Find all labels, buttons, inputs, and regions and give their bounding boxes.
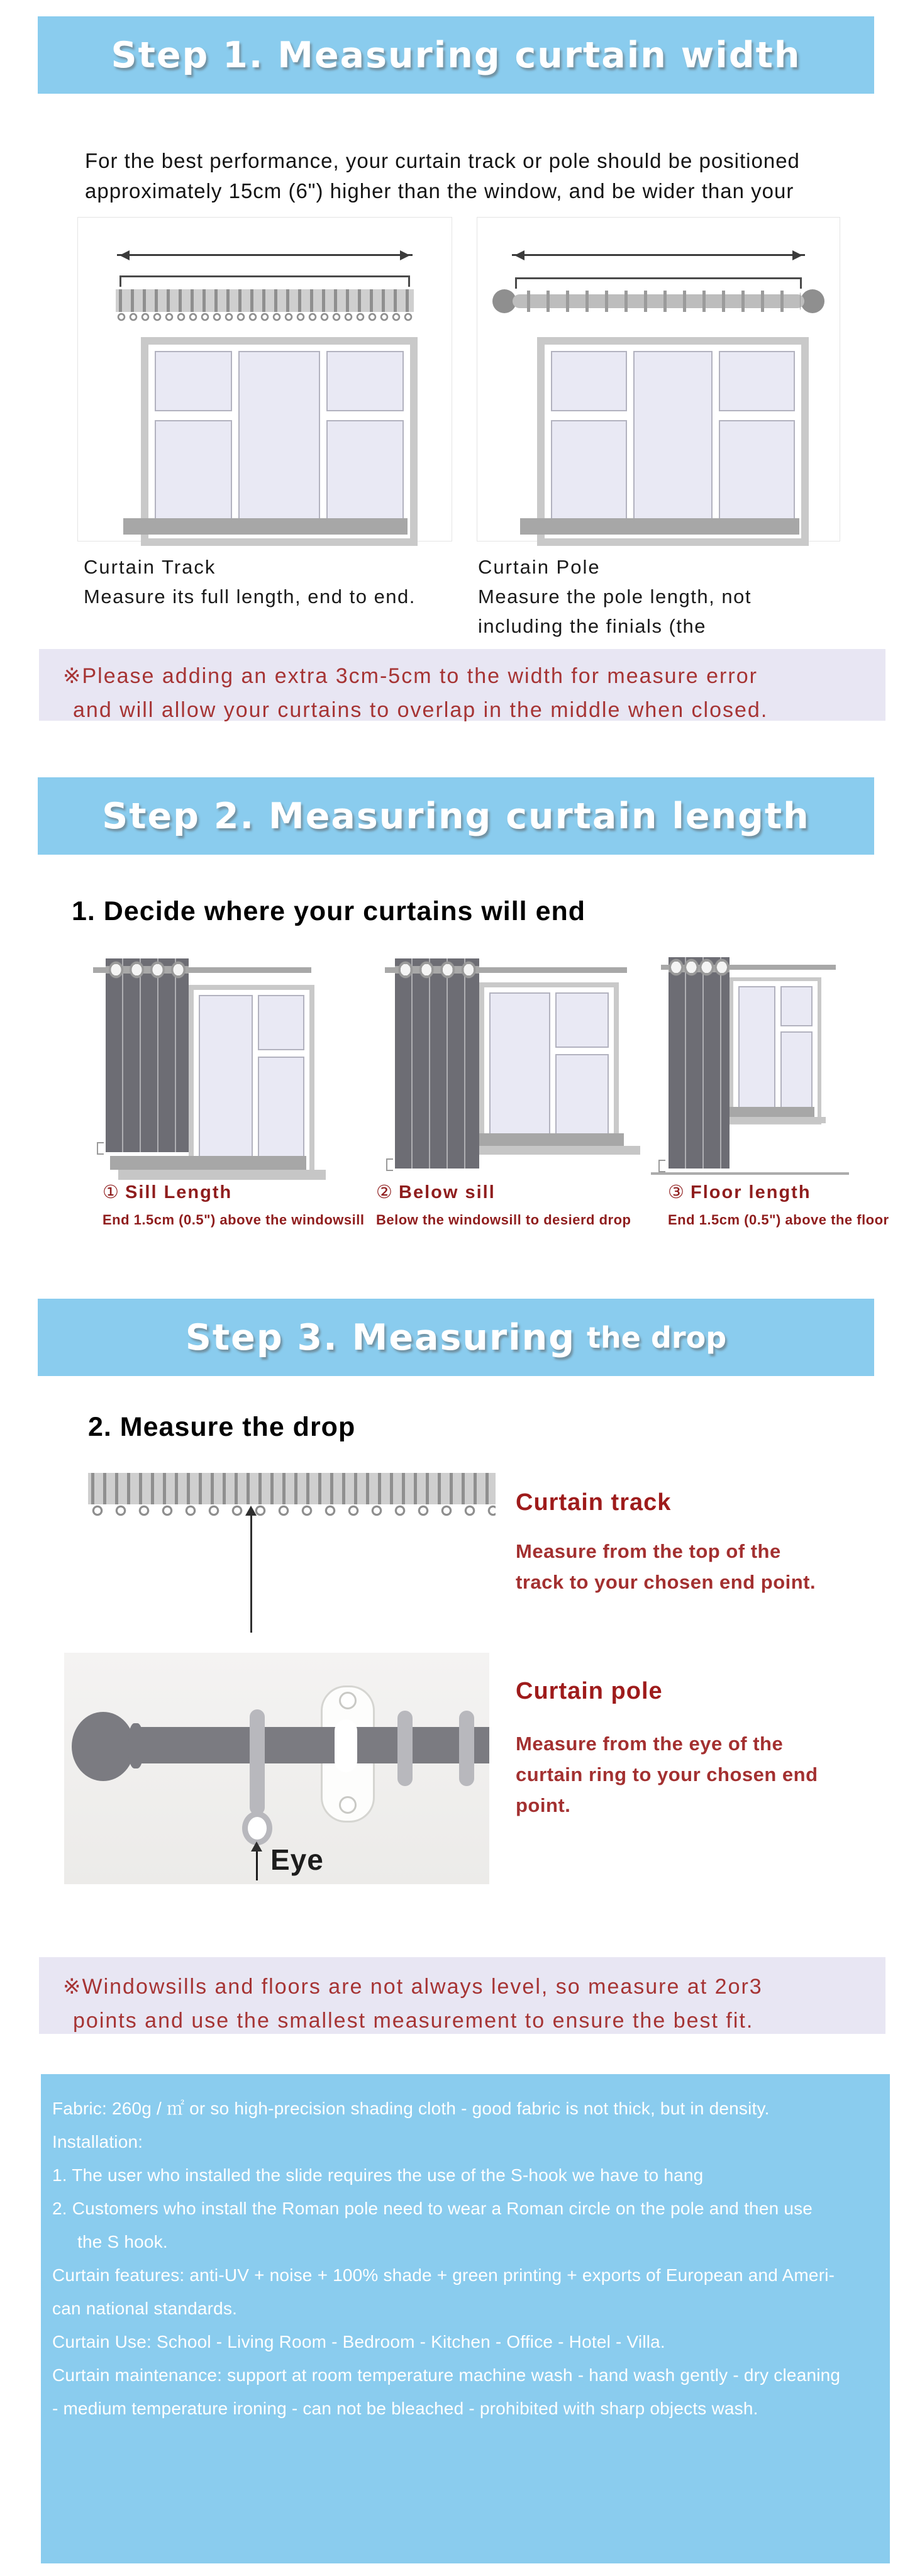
- window-pane: [633, 351, 713, 532]
- double-arrow-icon: [512, 254, 805, 256]
- window-illustration: [479, 982, 619, 1153]
- window-illustration: [189, 985, 314, 1176]
- pole-caption: [478, 552, 752, 641]
- width-warning-panel: [39, 649, 885, 721]
- curtain-pole-photo: [64, 1653, 489, 1884]
- bracket-screw-hole: [339, 1692, 357, 1709]
- pole-caption-line2: including the finials (the: [478, 615, 706, 637]
- curtain-ring-with-eye: [250, 1709, 265, 1815]
- step3-banner-subtitle: the drop: [587, 1320, 727, 1355]
- track-drop-line2: track to your chosen end point.: [516, 1571, 816, 1593]
- window-pane: [326, 420, 404, 532]
- intro-line-2: approximately 15cm (6") higher than the window, and be wider than your: [85, 179, 794, 203]
- measure-mark: [386, 1158, 393, 1171]
- windowsill: [110, 1156, 306, 1170]
- window-pane: [258, 1057, 304, 1166]
- window-pane: [719, 351, 795, 411]
- window-pane: [155, 420, 232, 532]
- pole-rod: [138, 1727, 489, 1763]
- curtain-grommets: [669, 957, 730, 977]
- curtain-panel: [395, 958, 479, 1169]
- level-warning-panel: [39, 1957, 885, 2034]
- caption-title: Below sill: [399, 1182, 496, 1202]
- step3-heading: 2. Measure the drop: [88, 1412, 356, 1442]
- measure-mark: [658, 1160, 665, 1172]
- caption-title: Floor length: [691, 1182, 811, 1202]
- window-pane: [551, 351, 627, 411]
- window-pane: [780, 1031, 813, 1116]
- intro-line-1: For the best performance, your curtain track or pole should be positioned: [85, 149, 800, 172]
- curtain-pole-diagram: [477, 217, 840, 541]
- track-caption: [84, 552, 416, 611]
- eye-label: Eye: [270, 1843, 324, 1876]
- track-drop-title: Curtain track: [516, 1489, 672, 1516]
- level-warning-line2: points and use the smallest measurement to ensure the best fit.: [73, 2009, 754, 2033]
- windowsill-base: [118, 1170, 326, 1180]
- caption-title: Sill Length: [125, 1182, 233, 1202]
- window-pane: [555, 1054, 609, 1143]
- footer-line: Fabric: 260g / ㎡ or so high-precision shading cloth - good fabric is not thick, but in density.: [52, 2099, 770, 2118]
- footer-line: Curtain features: anti-UV + noise + 100% shade + green printing + exports of European and Ameri-: [52, 2265, 835, 2285]
- step2-banner: [38, 777, 874, 855]
- below-sill-illustration: [376, 955, 640, 1181]
- curtain-panel: [669, 957, 730, 1169]
- track-caption-title: Curtain Track: [84, 556, 216, 578]
- windowsill-base: [726, 1117, 826, 1123]
- measure-bracket: [119, 275, 410, 287]
- window-pane: [155, 351, 232, 411]
- step3-banner: [38, 1299, 874, 1376]
- window-pane: [258, 995, 304, 1050]
- step2-banner-title: Step 2. Measuring curtain length: [102, 795, 810, 837]
- window-center-column: [238, 351, 319, 532]
- track-drop-text: [516, 1536, 816, 1597]
- pole-rings: [516, 291, 801, 312]
- track-hooks: [116, 312, 414, 323]
- window-right-column: [258, 995, 304, 1166]
- window-illustration: [730, 977, 821, 1124]
- windowsill: [469, 1133, 624, 1146]
- pole-finial-ball: [72, 1712, 135, 1781]
- curtain-ring: [397, 1711, 413, 1786]
- pole-drop-text: [516, 1728, 818, 1821]
- track-caption-body: Measure its full length, end to end.: [84, 586, 416, 608]
- window-pane: [719, 420, 795, 532]
- curtain-grommets: [395, 958, 479, 981]
- window-illustration: [537, 337, 809, 546]
- footer-line: Curtain Use: School - Living Room - Bedroom - Kitchen - Office - Hotel - Villa.: [52, 2332, 665, 2351]
- caption-below-sill: [376, 1181, 631, 1228]
- windowsill: [123, 518, 408, 535]
- bracket-slot: [335, 1719, 357, 1772]
- window-right-column: [555, 992, 609, 1143]
- product-details-panel: [41, 2074, 890, 2563]
- track-hooks: [88, 1504, 496, 1518]
- curtain-ring: [459, 1711, 474, 1786]
- window-right-column: [719, 351, 795, 532]
- pole-drop-line1: Measure from the eye of the: [516, 1733, 784, 1755]
- circled-number-3: ③: [668, 1181, 685, 1202]
- caption-desc: End 1.5cm (0.5") above the windowsill: [103, 1212, 365, 1228]
- window-right-column: [326, 351, 404, 532]
- window-left-column: [155, 351, 232, 532]
- curtain-grommets: [106, 958, 189, 981]
- footer-line: 1. The user who installed the slide requires the use of the S-hook we have to hang: [52, 2165, 704, 2185]
- width-warning-line2: and will allow your curtains to overlap in the middle when closed.: [73, 698, 769, 722]
- windowsill: [520, 518, 799, 535]
- pole-drop-title: Curtain pole: [516, 1678, 663, 1704]
- window-pane: [326, 351, 404, 411]
- circled-number-2: ②: [376, 1181, 394, 1202]
- footer-line: Curtain maintenance: support at room temperature machine wash - hand wash gently - dry cleaning: [52, 2365, 841, 2385]
- window-illustration: [141, 337, 418, 546]
- window-pane: [738, 986, 775, 1116]
- window-pane: [489, 992, 550, 1143]
- sill-length-illustration: [82, 955, 358, 1181]
- floor-line: [651, 1172, 849, 1175]
- up-arrow-icon: [256, 1845, 258, 1880]
- circled-number-1: ①: [103, 1181, 120, 1202]
- step3-banner-title: Step 3. Measuring: [185, 1316, 576, 1358]
- footer-line: - medium temperature ironing - can not be bleached - prohibited with sharp objects wash.: [52, 2399, 758, 2418]
- caption-floor-length: [668, 1181, 889, 1228]
- windowsill-base: [475, 1146, 640, 1155]
- caption-desc: Below the windowsill to desierd drop: [376, 1212, 631, 1228]
- pole-finial-neck: [128, 1723, 143, 1768]
- curtain-track-illustration: [88, 1473, 496, 1504]
- up-arrow-icon: [250, 1509, 252, 1633]
- pole-caption-line1: Measure the pole length, not: [478, 586, 752, 608]
- measure-bracket: [515, 277, 802, 289]
- curtain-track-diagram: [77, 217, 452, 541]
- level-warning-line1: ※Windowsills and floors are not always level, so measure at 2or3: [63, 1975, 763, 1999]
- floor-length-illustration: [651, 955, 852, 1181]
- footer-line: the S hook.: [77, 2232, 168, 2251]
- window-left-column: [551, 351, 627, 532]
- measure-mark: [97, 1142, 104, 1155]
- pole-caption-title: Curtain Pole: [478, 556, 601, 578]
- curtain-track-illustration: [116, 289, 414, 312]
- curtain-panel: [106, 958, 189, 1152]
- window-pane: [199, 995, 253, 1166]
- width-warning-line1: ※Please adding an extra 3cm-5cm to the width for measure error: [63, 664, 758, 688]
- pole-drop-line3: point.: [516, 1794, 571, 1816]
- window-pane: [238, 351, 319, 532]
- caption-desc: End 1.5cm (0.5") above the floor: [668, 1212, 889, 1228]
- window-pane: [555, 992, 609, 1048]
- window-center-column: [633, 351, 713, 532]
- footer-line: Installation:: [52, 2132, 143, 2151]
- window-right-column: [780, 986, 813, 1116]
- window-pane: [780, 986, 813, 1026]
- windowsill: [721, 1107, 814, 1117]
- bracket-screw-hole: [339, 1796, 357, 1814]
- footer-line: 2. Customers who install the Roman pole need to wear a Roman circle on the pole and then use: [52, 2199, 813, 2218]
- step2-heading: 1. Decide where your curtains will end: [72, 896, 586, 926]
- step1-banner-title: Step 1. Measuring curtain width: [111, 34, 801, 76]
- window-pane: [551, 420, 627, 532]
- track-drop-line1: Measure from the top of the: [516, 1540, 781, 1562]
- double-arrow-icon: [117, 254, 413, 256]
- pole-drop-line2: curtain ring to your chosen end: [516, 1763, 818, 1785]
- caption-sill-length: [103, 1181, 364, 1228]
- step1-banner: [38, 16, 874, 94]
- footer-line: can national standards.: [52, 2299, 238, 2318]
